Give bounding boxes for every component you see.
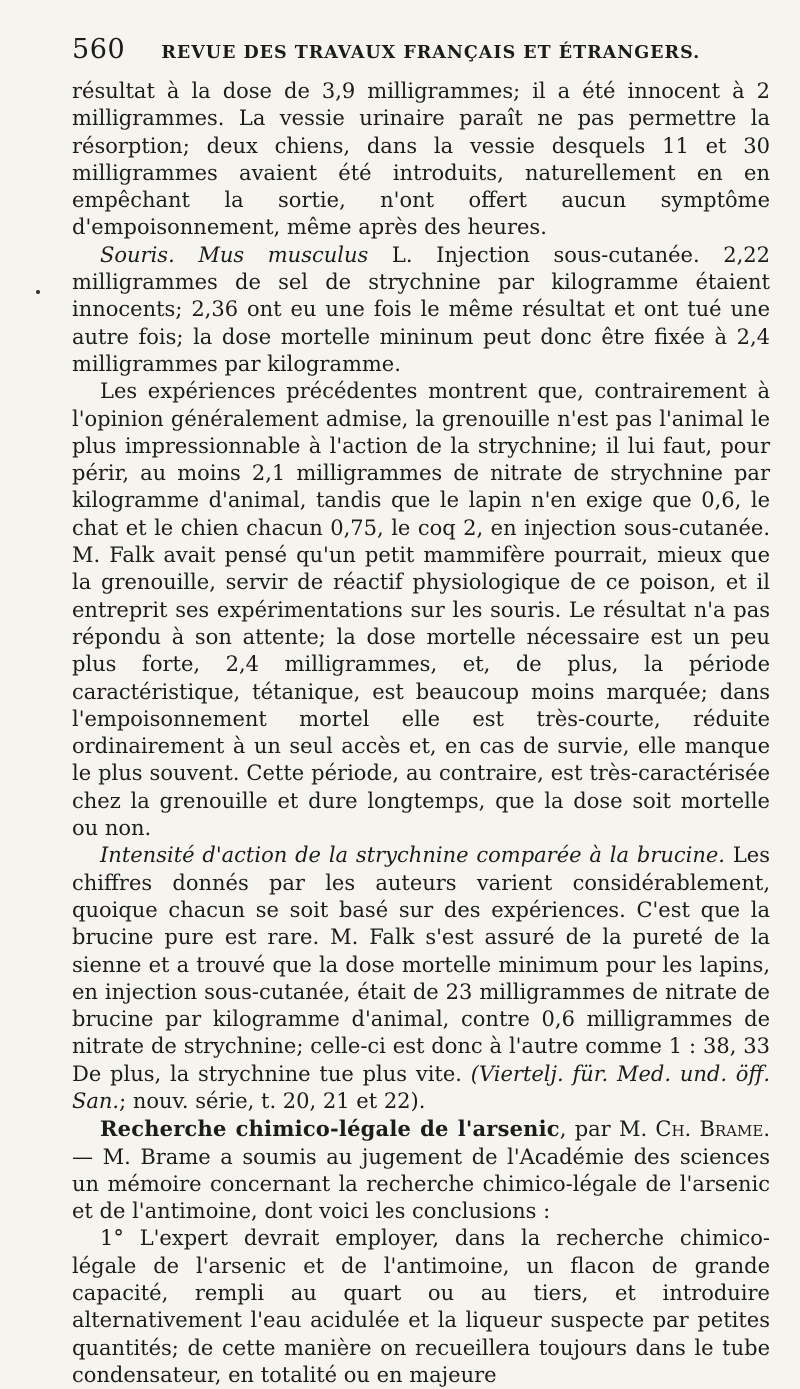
section-title: Recherche chimico-légale de l'arsenic [100,1116,560,1142]
journal-title: REVUE DES TRAVAUX FRANÇAIS ET ÉTRANGERS. [161,43,701,63]
paragraph-3 [72,378,770,842]
paragraph-text: — M. Brame a soumis au jugement de l'Académie des sciences un mémoire concernant la recherche chimico-légale de l'arsenic et de l'antimoine, dont voici les conclusions : [72,1144,770,1224]
paragraph-4 [72,842,770,1115]
author-name: M. Ch. Brame. [618,1117,770,1142]
byline-sep: , par [559,1117,619,1142]
paragraph-6 [72,1225,770,1389]
paragraph-lead: Intensité d'action de la strychnine comparée à la brucine. [100,843,725,868]
paragraph-text: Les chiffres donnés par les auteurs varient considérablement, quoique chacun se soit basé sur des expériences. C'est que la brucine pure est rare. M. Falk s'est assuré de la pureté de la sienne et a trouvé que la dose mortelle minimum pour les lapins, en injection sous-cutanée, était de 23 milligrammes de nitrate de brucine par kilogramme d'animal, contre 0,6 milligrammes de nitrate de strychnine; celle-ci est donc à l'autre comme 1 : 38, 33 De plus, la strychnine tue plus vite. [72,843,771,1086]
running-head [72,34,770,78]
paragraph-text: 1° L'expert devrait employer, dans la recherche chimico-légale de l'arsenic et de l'antimoine, un flacon de grande capacité, rempli au quart ou au tiers, et introduire alternativement l'eau acidulée et la liqueur suspecte par petites quantités; de cette manière on recueillera toujours dans le tube condensateur, en totalité ou en majeure [72,1226,770,1387]
citation-tail: ; nouv. série, t. 20, 21 et 22). [119,1088,426,1113]
paragraph-5 [72,1115,770,1225]
margin-mark [36,290,40,294]
paragraph-1 [72,78,770,242]
paragraph-text: résultat à la dose de 3,9 milligrammes; il a été innocent à 2 milligrammes. La vessie urinaire paraît ne pas permettre la résorption; deux chiens, dans la vessie desquels 11 et 30 milligrammes avaient été introduits, naturellement en en empêchant la sortie, n'ont offert aucun symptôme d'empoisonnement, même après des heures. [72,79,770,240]
paragraph-text: L. Injection sous-cutanée. 2,22 milligrammes de sel de strychnine par kilogramme étaient innocents; 2,36 ont eu une fois le même résultat et ont tué une autre fois; la dose mortelle mininum peut donc être fixée à 2,4 milligrammes par kilogramme. [72,242,770,376]
paragraph-text: Les expériences précédentes montrent que, contrairement à l'opinion généralement admise, la grenouille n'est pas l'animal le plus impressionnable à l'action de la strychnine; il lui faut, pour périr, au moins 2,1 milligrammes de nitrate de strychnine par kilogramme d'animal, tandis que le lapin n'en exige que 0,6, le chat et le chien chacun 0,75, le coq 2, en injection sous-cutanée. M. Falk avait pensé qu'un petit mammifère pourrait, mieux que la grenouille, servir de réactif physiologique de ce poison, et il entreprit ses expérimentations sur les souris. Le résultat n'a pas répondu à son attente; la dose mortelle nécessaire est un peu plus forte, 2,4 milligrammes, et, de plus, la période caractéristique, tétanique, est beaucoup moins marquée; dans l'empoisonnement mortel elle est très-courte, réduite ordinairement à un seul accès et, en cas de survie, elle manque le plus souvent. Cette période, au contraire, est très-caractérisée chez la grenouille et dure longtemps, que la dose soit mortelle ou non. [72,379,770,841]
citation: (Viertelj. für. Med. und. öff. San. [72,1061,770,1113]
article-body [72,78,770,1389]
page-number: 560 [72,34,126,65]
paragraph-2 [72,242,770,378]
paragraph-lead: Souris. Mus musculus [100,242,369,267]
